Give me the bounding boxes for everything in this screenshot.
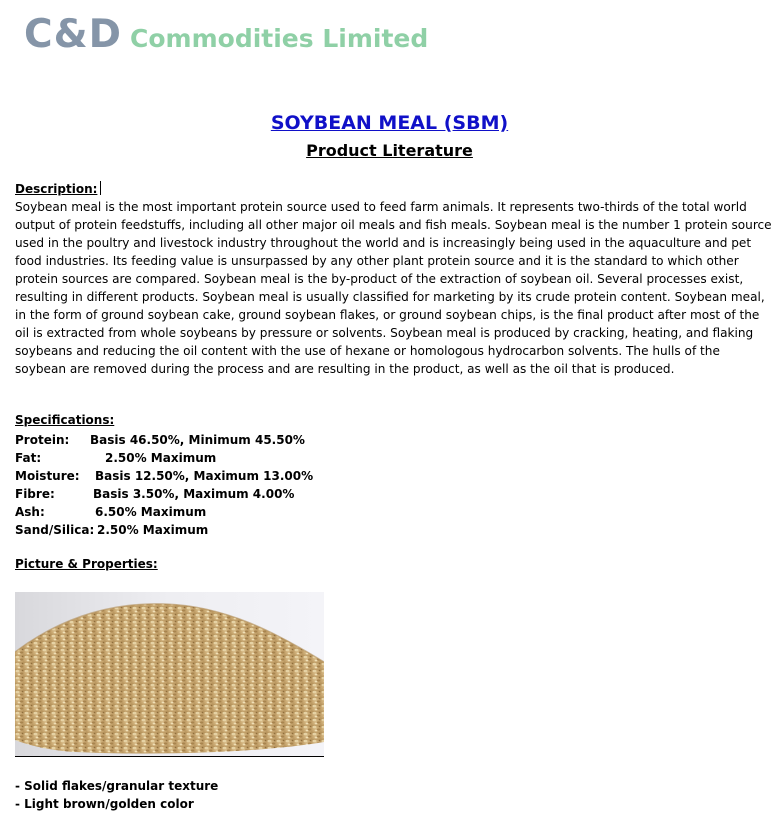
soybean-meal-image — [15, 592, 324, 756]
spec-row-ash — [15, 503, 313, 521]
property-item: - Light brown/golden color — [15, 797, 194, 811]
specifications-list — [15, 431, 313, 539]
document-title[interactable]: SOYBEAN MEAL (SBM) — [270, 112, 509, 134]
spec-value: Basis 12.50%, Maximum 13.00% — [95, 469, 314, 483]
spec-value: Basis 3.50%, Maximum 4.00% — [93, 487, 295, 501]
spec-label: Ash: — [15, 505, 45, 519]
spec-value: 6.50% Maximum — [95, 505, 207, 519]
spec-value: 2.50% Maximum — [97, 523, 209, 537]
spec-row-fat — [15, 449, 313, 467]
spec-row-protein — [15, 431, 313, 449]
picture-heading: Picture & Properties: — [15, 557, 158, 571]
spec-value: 2.50% Maximum — [105, 451, 217, 465]
spec-label: Fat: — [15, 451, 42, 465]
text-cursor — [100, 181, 101, 195]
spec-label: Moisture: — [15, 469, 80, 483]
spec-value: Basis 46.50%, Minimum 45.50% — [90, 433, 305, 447]
spec-label: Protein: — [15, 433, 70, 447]
logo-mark: C&D — [24, 12, 123, 57]
company-name: Commodities Limited — [130, 24, 429, 53]
spec-row-sand-silica — [15, 521, 313, 539]
property-item: - Solid flakes/granular texture — [15, 779, 219, 793]
spec-label: Sand/Silica: — [15, 523, 95, 537]
description-text: Soybean meal is the most important protein source used to feed farm animals. It represents two-thirds of the total world output of protein feedstuffs, including all other major oil meals and fish meals. Soybean meal is the number 1 protein source used in the poultry and livestock industry throughout the world and is increasingly being used in the aquaculture and pet food industries. Its feeding value is unsurpassed by any other plant protein source and it is the standard to which other protein sources are compared. Soybean meal is the by-product of the extraction of soybean oil. Several processes exist, resulting in different products. Soybean meal is usually classified for marketing by its crude protein content. Soybean meal, in the form of ground soybean cake, ground soybean flakes, or ground soybean chips, is the final product after most of the oil is extracted from whole soybeans by pressure or solvents. Soybean meal is produced by cracking, heating, and flaking soybeans and reducing the oil content with the use of hexane or homologous hydrocarbon solvents. The hulls of the soybean are removed during the process and are resulting in the product, as well as the oil that is produced. — [15, 200, 772, 376]
spec-label: Fibre: — [15, 487, 55, 501]
spec-row-moisture — [15, 467, 313, 485]
soybean-meal-photo — [15, 592, 324, 757]
company-logo — [24, 12, 428, 57]
document-subtitle: Product Literature — [306, 141, 473, 160]
properties-list — [15, 777, 218, 813]
description-heading: Description: — [15, 182, 98, 196]
spec-row-fibre — [15, 485, 313, 503]
description-heading-row — [15, 181, 101, 196]
specifications-heading: Specifications: — [15, 413, 115, 427]
